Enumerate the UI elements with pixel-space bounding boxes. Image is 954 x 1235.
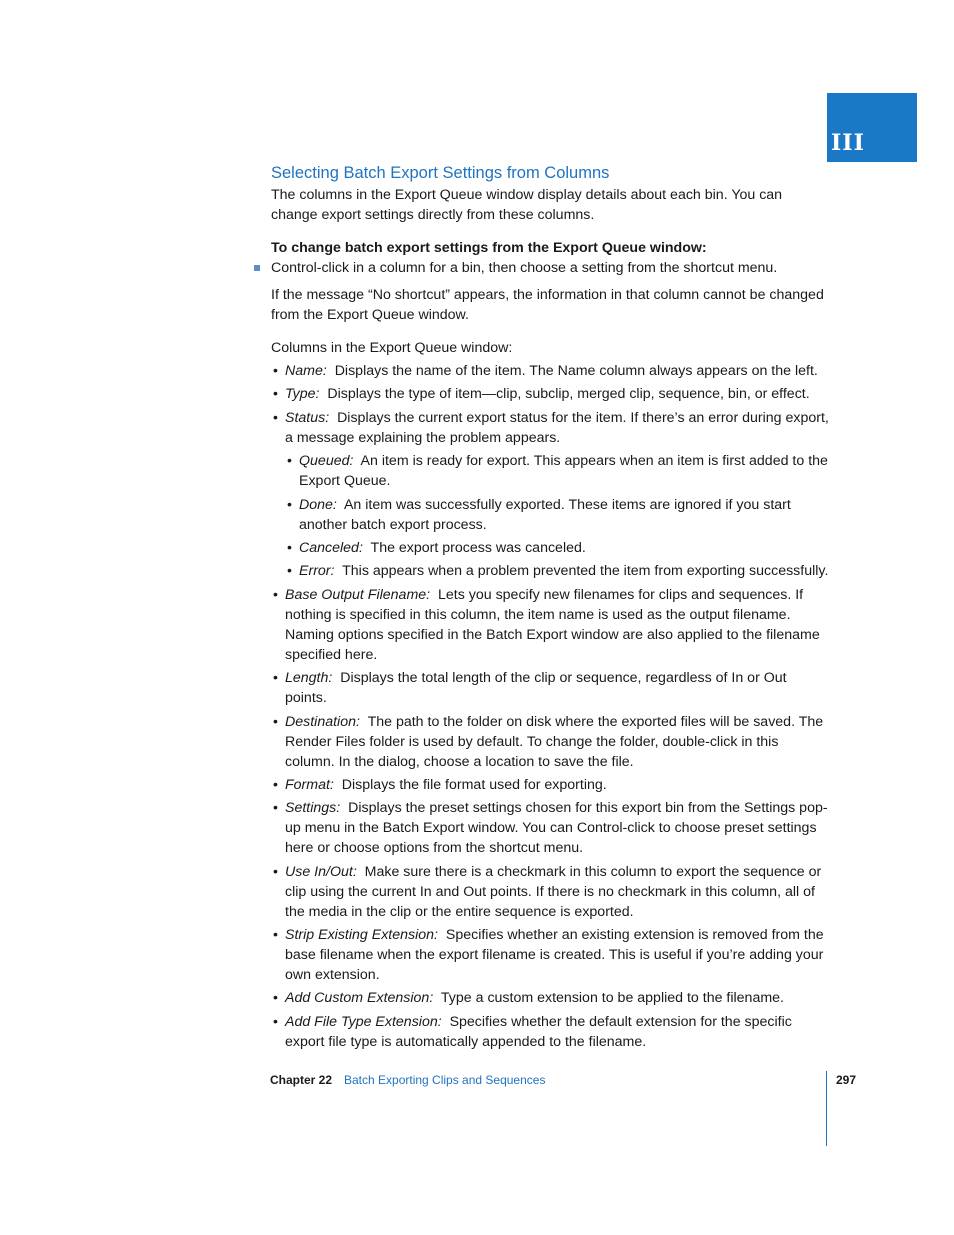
no-shortcut-note: If the message “No shortcut” appears, the information in that column cannot be changed from the Export Queue window. xyxy=(271,287,824,323)
bullet-icon: • xyxy=(273,386,278,403)
square-bullet-icon xyxy=(254,265,260,271)
list-desc: Lets you specify new filenames for clips and sequences. If nothing is specified in this column, the item name is used as the output filename. Naming options specified in the Batch Export window are also applied to the filename specified here. xyxy=(285,586,820,663)
list-item xyxy=(271,408,831,582)
part-tab-label: III xyxy=(831,130,865,156)
page-number: 297 xyxy=(836,1073,857,1087)
list-desc: An item is ready for export. This appears when an item is first added to the Export Queue. xyxy=(299,453,828,490)
list-item xyxy=(271,1012,831,1052)
columns-list xyxy=(271,361,831,1052)
list-term: Queued: xyxy=(299,453,354,470)
list-term: Format: xyxy=(285,776,334,793)
list-item xyxy=(271,862,831,922)
list-term: Length: xyxy=(285,670,333,687)
list-desc: This appears when a problem prevented the item from exporting successfully. xyxy=(342,563,829,580)
bullet-icon: • xyxy=(273,990,278,1007)
list-desc: Displays the current export status for the item. If there’s an error during export, a message explaining the problem appears. xyxy=(285,409,829,446)
list-desc: Displays the total length of the clip or sequence, regardless of In or Out points. xyxy=(285,670,787,707)
task-heading: To change batch export settings from the Export Queue window: xyxy=(271,240,707,256)
list-desc: The export process was canceled. xyxy=(370,539,586,556)
list-desc: Displays the file format used for exporting. xyxy=(341,776,607,793)
list-term: Settings: xyxy=(285,800,341,817)
bullet-icon: • xyxy=(273,863,278,880)
footer-chapter-title: Batch Exporting Clips and Sequences xyxy=(344,1073,546,1087)
list-item xyxy=(271,798,831,858)
bullet-icon: • xyxy=(273,586,278,603)
list-item xyxy=(271,775,831,795)
list-item xyxy=(285,561,831,581)
bullet-icon: • xyxy=(287,563,292,580)
list-desc: Type a custom extension to be applied to the filename. xyxy=(440,990,784,1007)
task-step xyxy=(271,258,831,278)
footer-divider xyxy=(826,1071,827,1146)
list-term: Type: xyxy=(285,386,320,403)
list-term: Error: xyxy=(299,563,335,580)
bullet-icon: • xyxy=(273,713,278,730)
list-desc: Displays the name of the item. The Name column always appears on the left. xyxy=(334,363,818,379)
bullet-icon: • xyxy=(273,363,278,379)
task-step-text: Control-click in a column for a bin, then choose a setting from the shortcut menu. xyxy=(271,260,778,276)
status-values-list xyxy=(285,451,831,581)
list-term: Canceled: xyxy=(299,539,363,556)
section-title: Selecting Batch Export Settings from Columns xyxy=(271,164,610,182)
list-term: Use In/Out: xyxy=(285,863,357,880)
section-intro: The columns in the Export Queue window display details about each bin. You can change export settings directly from these columns. xyxy=(271,187,783,223)
bullet-icon: • xyxy=(287,496,292,513)
main-content xyxy=(271,161,831,1055)
list-term: Add File Type Extension: xyxy=(285,1013,442,1030)
list-item xyxy=(271,668,831,708)
list-item xyxy=(271,361,831,381)
list-desc: Specifies whether an existing extension is removed from the base filename when the export filename is created. This is useful if you’re adding your own extension. xyxy=(285,927,824,984)
list-item xyxy=(271,585,831,665)
list-item xyxy=(285,495,831,535)
list-desc: Make sure there is a checkmark in this column to export the sequence or clip using the current In and Out points. If there is no checkmark in this column, all of the media in the clip or the entire sequence is exported. xyxy=(285,863,822,920)
list-item xyxy=(271,925,831,985)
bullet-icon: • xyxy=(273,927,278,944)
footer-chapter-label: Chapter 22 xyxy=(270,1073,333,1087)
list-term: Base Output Filename: xyxy=(285,586,431,603)
bullet-icon: • xyxy=(273,670,278,687)
list-term: Destination: xyxy=(285,713,360,730)
bullet-icon: • xyxy=(273,409,278,426)
list-desc: Displays the type of item—clip, subclip, merged clip, sequence, bin, or effect. xyxy=(327,386,810,403)
list-item xyxy=(271,384,831,404)
list-term: Status: xyxy=(285,409,330,426)
bullet-icon: • xyxy=(273,800,278,817)
bullet-icon: • xyxy=(287,539,292,556)
part-tab xyxy=(827,93,917,162)
bullet-icon: • xyxy=(273,1013,278,1030)
list-item xyxy=(285,538,831,558)
list-desc: The path to the folder on disk where the exported files will be saved. The Render Files folder is used by default. To change the folder, double-click in this column. In the dialog, choose a location to save the file. xyxy=(285,713,824,770)
list-desc: Displays the preset settings chosen for this export bin from the Settings pop-up menu in the Batch Export window. You can Control-click to choose preset settings here or choose options from the shortcut menu. xyxy=(285,800,828,857)
list-item xyxy=(271,712,831,772)
list-term: Add Custom Extension: xyxy=(285,990,434,1007)
list-term: Strip Existing Extension: xyxy=(285,927,438,944)
bullet-icon: • xyxy=(287,453,292,470)
list-term: Name: xyxy=(285,363,327,379)
list-term: Done: xyxy=(299,496,337,513)
list-item xyxy=(271,988,831,1008)
list-item xyxy=(285,451,831,491)
list-desc: An item was successfully exported. These items are ignored if you start another batch export process. xyxy=(299,496,791,533)
list-desc: Specifies whether the default extension for the specific export file type is automatically appended to the filename. xyxy=(285,1013,792,1050)
bullet-icon: • xyxy=(273,776,278,793)
columns-heading: Columns in the Export Queue window: xyxy=(271,340,513,356)
